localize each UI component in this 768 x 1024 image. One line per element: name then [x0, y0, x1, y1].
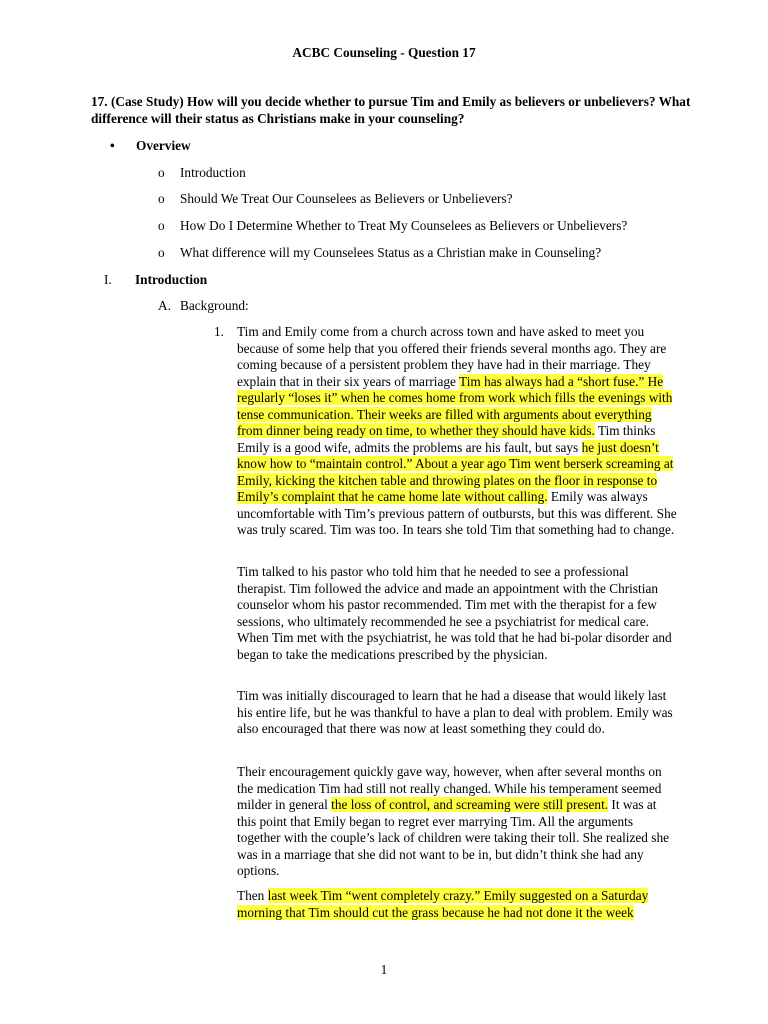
page-title: ACBC Counseling - Question 17: [292, 45, 476, 60]
highlighted-text: the loss of control, and screaming were still present.: [331, 797, 609, 812]
paragraph-text: Tim and Emily come from a church across town and have asked to meet you because of some help that you offered their friends several months ago. They are coming because of a persistent problem they have had in their marriage. They explain that in their six years of marriage: [237, 324, 667, 389]
overview-item: [158, 217, 627, 234]
overview-label: Overview: [136, 138, 191, 153]
overview-item: [158, 244, 601, 261]
body-paragraph: [237, 764, 677, 880]
paragraph-text: Tim thinks Emily is a good wife, admits the problems are his fault, but says: [237, 423, 656, 455]
bullet-icon: •: [110, 138, 115, 153]
subsection-heading: [158, 297, 249, 314]
highlighted-text: Tim has always had a “short fuse.” He regularly “loses it” when he comes home from work which fills the evenings with tense communication. Their weeks are filled with arguments about everything from dinner being ready on time, to whether they should have kids.: [237, 373, 673, 438]
circle-bullet-icon: o: [158, 218, 165, 233]
paragraph-text: Their encouragement quickly gave way, however, when after several months on the medication Tim had still not really changed. While his temperament seemed milder in general: [237, 764, 662, 812]
circle-bullet-icon: o: [158, 191, 165, 206]
body-paragraph: Tim talked to his pastor who told him that he needed to see a professional therapist. Tim followed the advice and made an appointment with the Christian counselor whom his pastor recommended. Tim met with the therapist for a few sessions, who ultimately recommended he see a psychiatrist for medical care. When Tim met with the psychiatrist, he was told that he had bi-polar disorder and began to take the medications prescribed by the physician.: [237, 564, 672, 662]
overview-item-label: How Do I Determine Whether to Treat My Counselees as Believers or Unbelievers?: [180, 218, 628, 233]
body-paragraph: [237, 324, 677, 539]
subsection-title: Background:: [180, 298, 249, 313]
section-title: Introduction: [135, 272, 208, 287]
circle-bullet-icon: o: [158, 165, 165, 180]
page-number: 1: [380, 962, 388, 977]
highlighted-text: last week Tim “went completely crazy.” Emily suggested on a Saturday morning that Tim should cut the grass because he had not done it the week: [237, 888, 649, 920]
body-paragraph: [237, 888, 677, 921]
item-number: 1.: [214, 324, 224, 339]
paragraph-text: Emily was always uncomfortable with Tim’s previous pattern of outbursts, but this was different. She was truly scared. Tim was too. In tears she told Tim that something had to change.: [237, 489, 677, 537]
section-heading: [104, 271, 207, 288]
subsection-letter: A.: [158, 298, 171, 313]
overview-item: [158, 164, 246, 181]
paragraph-text: Then: [237, 888, 268, 903]
overview-item-label: Introduction: [180, 165, 246, 180]
overview-item-label: What difference will my Counselees Status as a Christian make in Counseling?: [180, 245, 602, 260]
section-number: I.: [104, 272, 112, 287]
question-heading: 17. (Case Study) How will you decide whether to pursue Tim and Emily as believers or unbelievers? What difference will their status as Christians make in your counseling?: [91, 94, 691, 126]
body-paragraph: Tim was initially discouraged to learn that he had a disease that would likely last his entire life, but he was thankful to have a plan to deal with problem. Emily was also encouraged that there was now at least something they could do.: [237, 688, 673, 736]
overview-item: [158, 190, 513, 207]
circle-bullet-icon: o: [158, 245, 165, 260]
paragraph-text: It was at this point that Emily began to regret ever marrying Tim. All the arguments together with the couple’s lack of children were taking their toll. She realized she was in a marriage that she did not want to be in, but didn’t think she had any options.: [237, 797, 669, 878]
overview-item-label: Should We Treat Our Counselees as Believers or Unbelievers?: [180, 191, 513, 206]
highlighted-text: he just doesn’t know how to “maintain control.” About a year ago Tim went berserk screaming at Emily, kicking the kitchen table and throwing plates on the floor in response to Emily’s complaint that he came home late without calling.: [237, 439, 674, 504]
overview-heading: [110, 137, 191, 154]
